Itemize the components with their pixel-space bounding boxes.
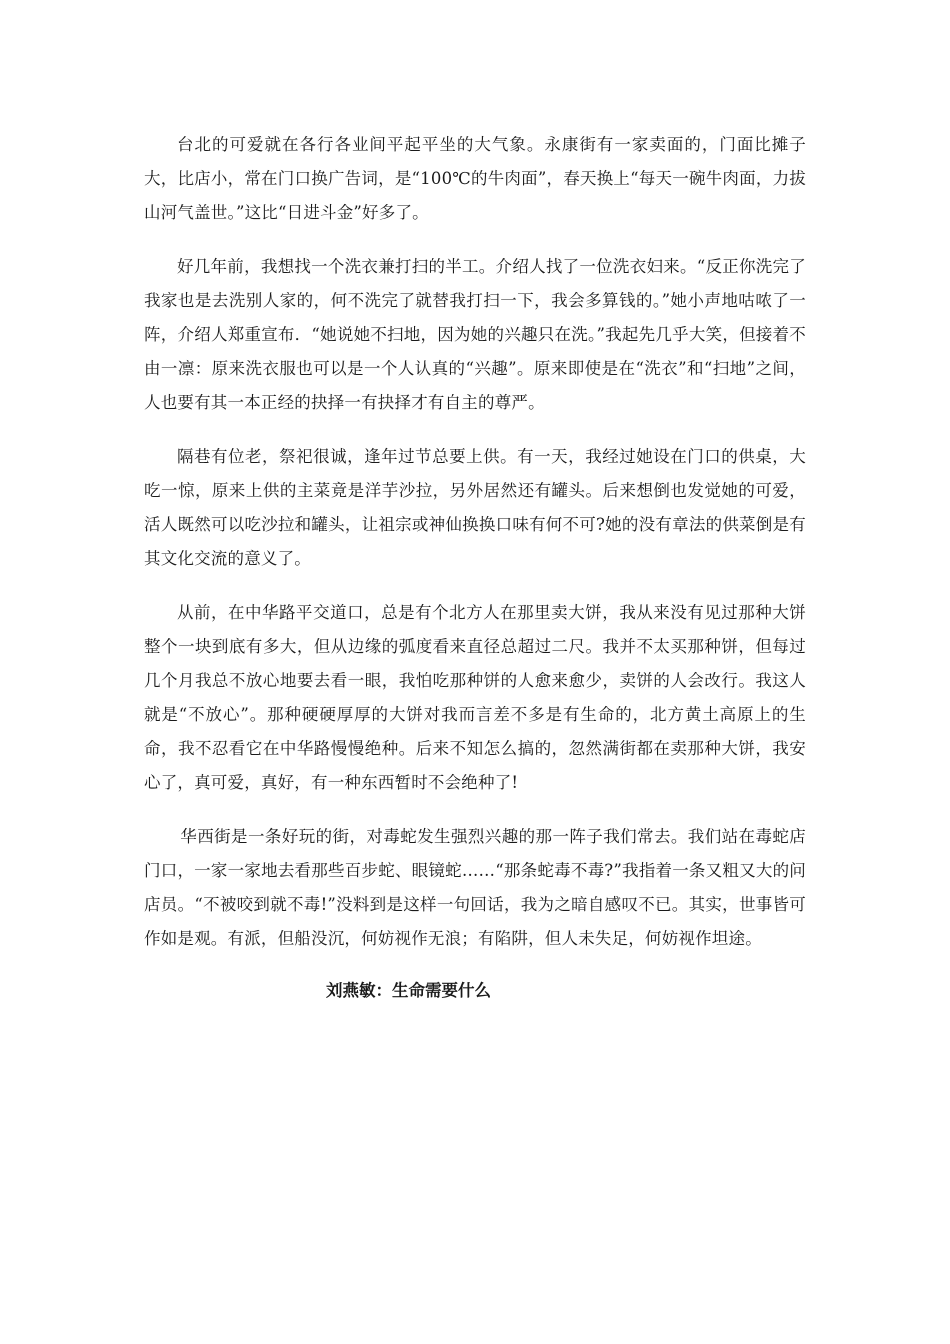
paragraph-4: 从前，在中华路平交道口，总是有个北方人在那里卖大饼，我从来没有见过那种大饼整个一块到底有多大，但从边缘的弧度看来直径总超过二尺。我并不太买那种饼，但每过几个月我总不放心地要去看一眼，我怕吃那种饼的人愈来愈少，卖饼的人会改行。我这人就是“不放心”。那种硬硬厚厚的大饼对我而言差不多是有生命的，北方黄土高原上的生命，我不忍看它在中华路慢慢绝种。后来不知怎么搞的，忽然满街都在卖那种大饼，我安心了，真可爱，真好，有一种东西暂时不会绝种了!	[144, 603, 806, 792]
paragraph-3: 隔巷有位老，祭祀很诚，逢年过节总要上供。有一天，我经过她设在门口的供桌，大吃一惊，原来上供的主菜竟是洋芋沙拉，另外居然还有罐头。后来想倒也发觉她的可爱，活人既然可以吃沙拉和罐头，让祖宗或神仙换换口味有何不可?她的没有章法的供菜倒是有其文化交流的意义了。	[144, 447, 806, 568]
paragraph-2: 好几年前，我想找一个洗衣兼打扫的半工。介绍人找了一位洗衣妇来。“反正你洗完了我家也是去洗别人家的，何不洗完了就替我打扫一下，我会多算钱的。”她小声地咕哝了一阵，介绍人郑重宣布．“她说她不扫地，因为她的兴趣只在洗。”我起先几乎大笑，但接着不由一凛：原来洗衣服也可以是一个人认真的“兴趣”。原来即使是在“洗衣”和“扫地”之间，人也要有其一本正经的抉择一有抉择才有自主的尊严。	[144, 257, 806, 412]
section-heading: 刘燕敏：生命需要什么	[326, 981, 491, 1000]
paragraph-1: 台北的可爱就在各行各业间平起平坐的大气象。永康街有一家卖面的，门面比摊子大，比店小，常在门口换广告词，是“100℃的牛肉面”，春天换上“每天一碗牛肉面，力拔山河气盖世。”这比“日进斗金”好多了。	[144, 135, 806, 222]
paragraph-5: 华西街是一条好玩的街，对毒蛇发生强烈兴趣的那一阵子我们常去。我们站在毒蛇店门口，一家一家地去看那些百步蛇、眼镜蛇……“那条蛇毒不毒?”我指着一条又粗又大的问店员。“不被咬到就不毒!”没料到是这样一句回话，我为之暗自感叹不已。其实，世事皆可作如是观。有派，但船没沉，何妨视作无浪；有陷阱，但人未失足，何妨视作坦途。	[144, 827, 806, 948]
document-body	[144, 128, 806, 1006]
